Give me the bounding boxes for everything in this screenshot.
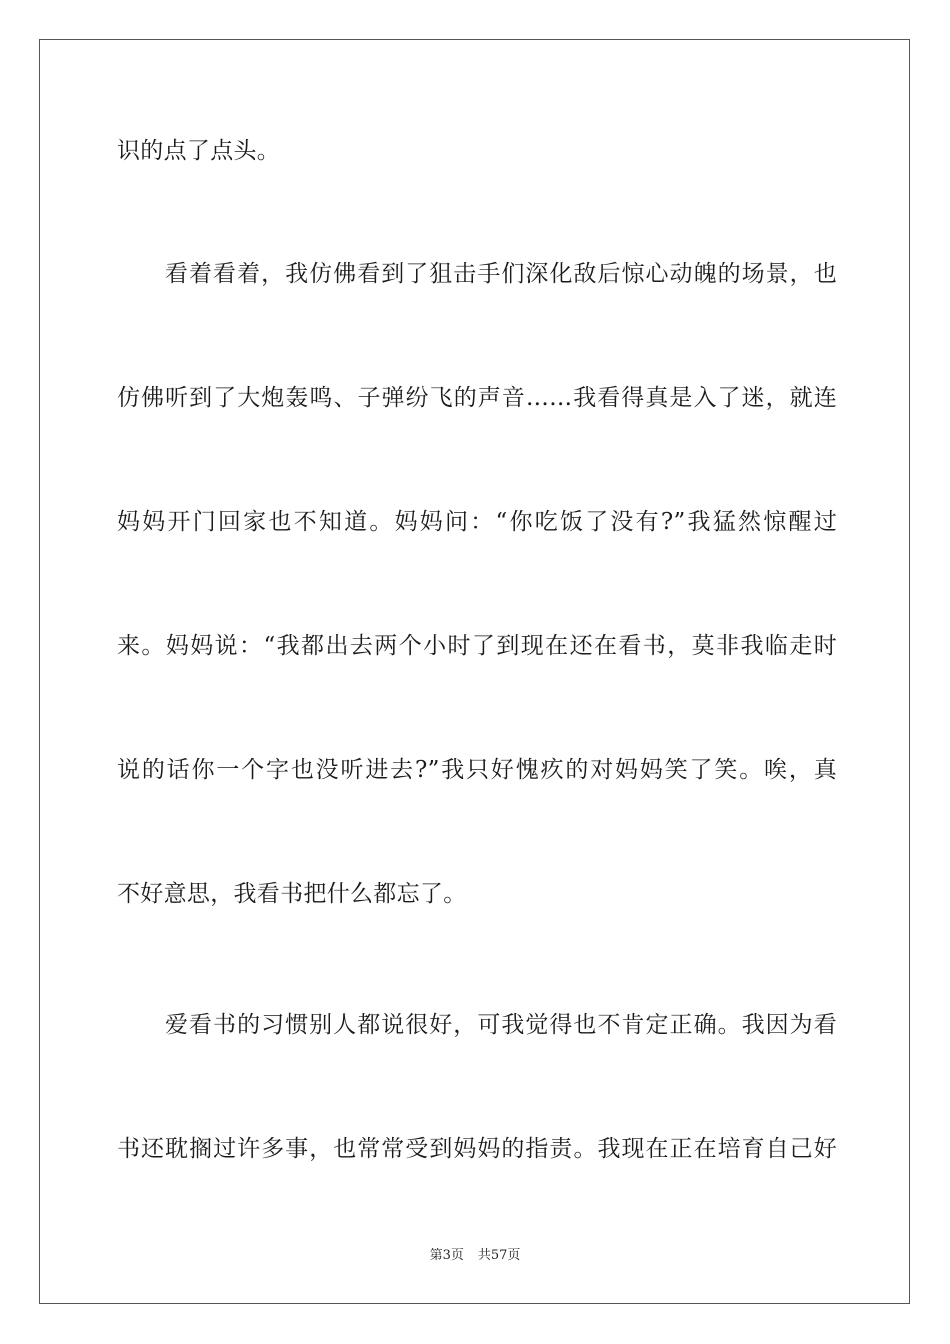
paragraph-line: 妈妈开门回家也不知道。妈妈问：“你吃饭了没有?”我猛然惊醒过 bbox=[117, 509, 837, 535]
paragraph-line: 识的点了点头。 bbox=[117, 138, 281, 164]
paragraph-line: 看着看着，我仿佛看到了狙击手们深化敌后惊心动魄的场景，也 bbox=[165, 261, 837, 287]
paragraph-line: 来。妈妈说：“我都出去两个小时了到现在还在看书，莫非我临走时 bbox=[117, 633, 837, 659]
paragraph-line: 书还耽搁过许多事，也常常受到妈妈的指责。我现在正在培育自己好 bbox=[117, 1136, 837, 1162]
paragraph-line: 说的话你一个字也没听进去?”我只好愧疚的对妈妈笑了笑。唉，真 bbox=[117, 757, 837, 783]
total-pages: 共57页 bbox=[477, 1248, 521, 1263]
page-border bbox=[39, 39, 910, 1304]
page-number: 第3页 bbox=[429, 1248, 464, 1263]
paragraph-line: 爱看书的习惯别人都说很好，可我觉得也不肯定正确。我因为看 bbox=[165, 1012, 837, 1038]
paragraph-line: 不好意思，我看书把什么都忘了。 bbox=[117, 881, 467, 907]
page-footer bbox=[0, 1247, 950, 1265]
paragraph-line: 仿佛听到了大炮轰鸣、子弹纷飞的声音……我看得真是入了迷，就连 bbox=[117, 385, 837, 411]
